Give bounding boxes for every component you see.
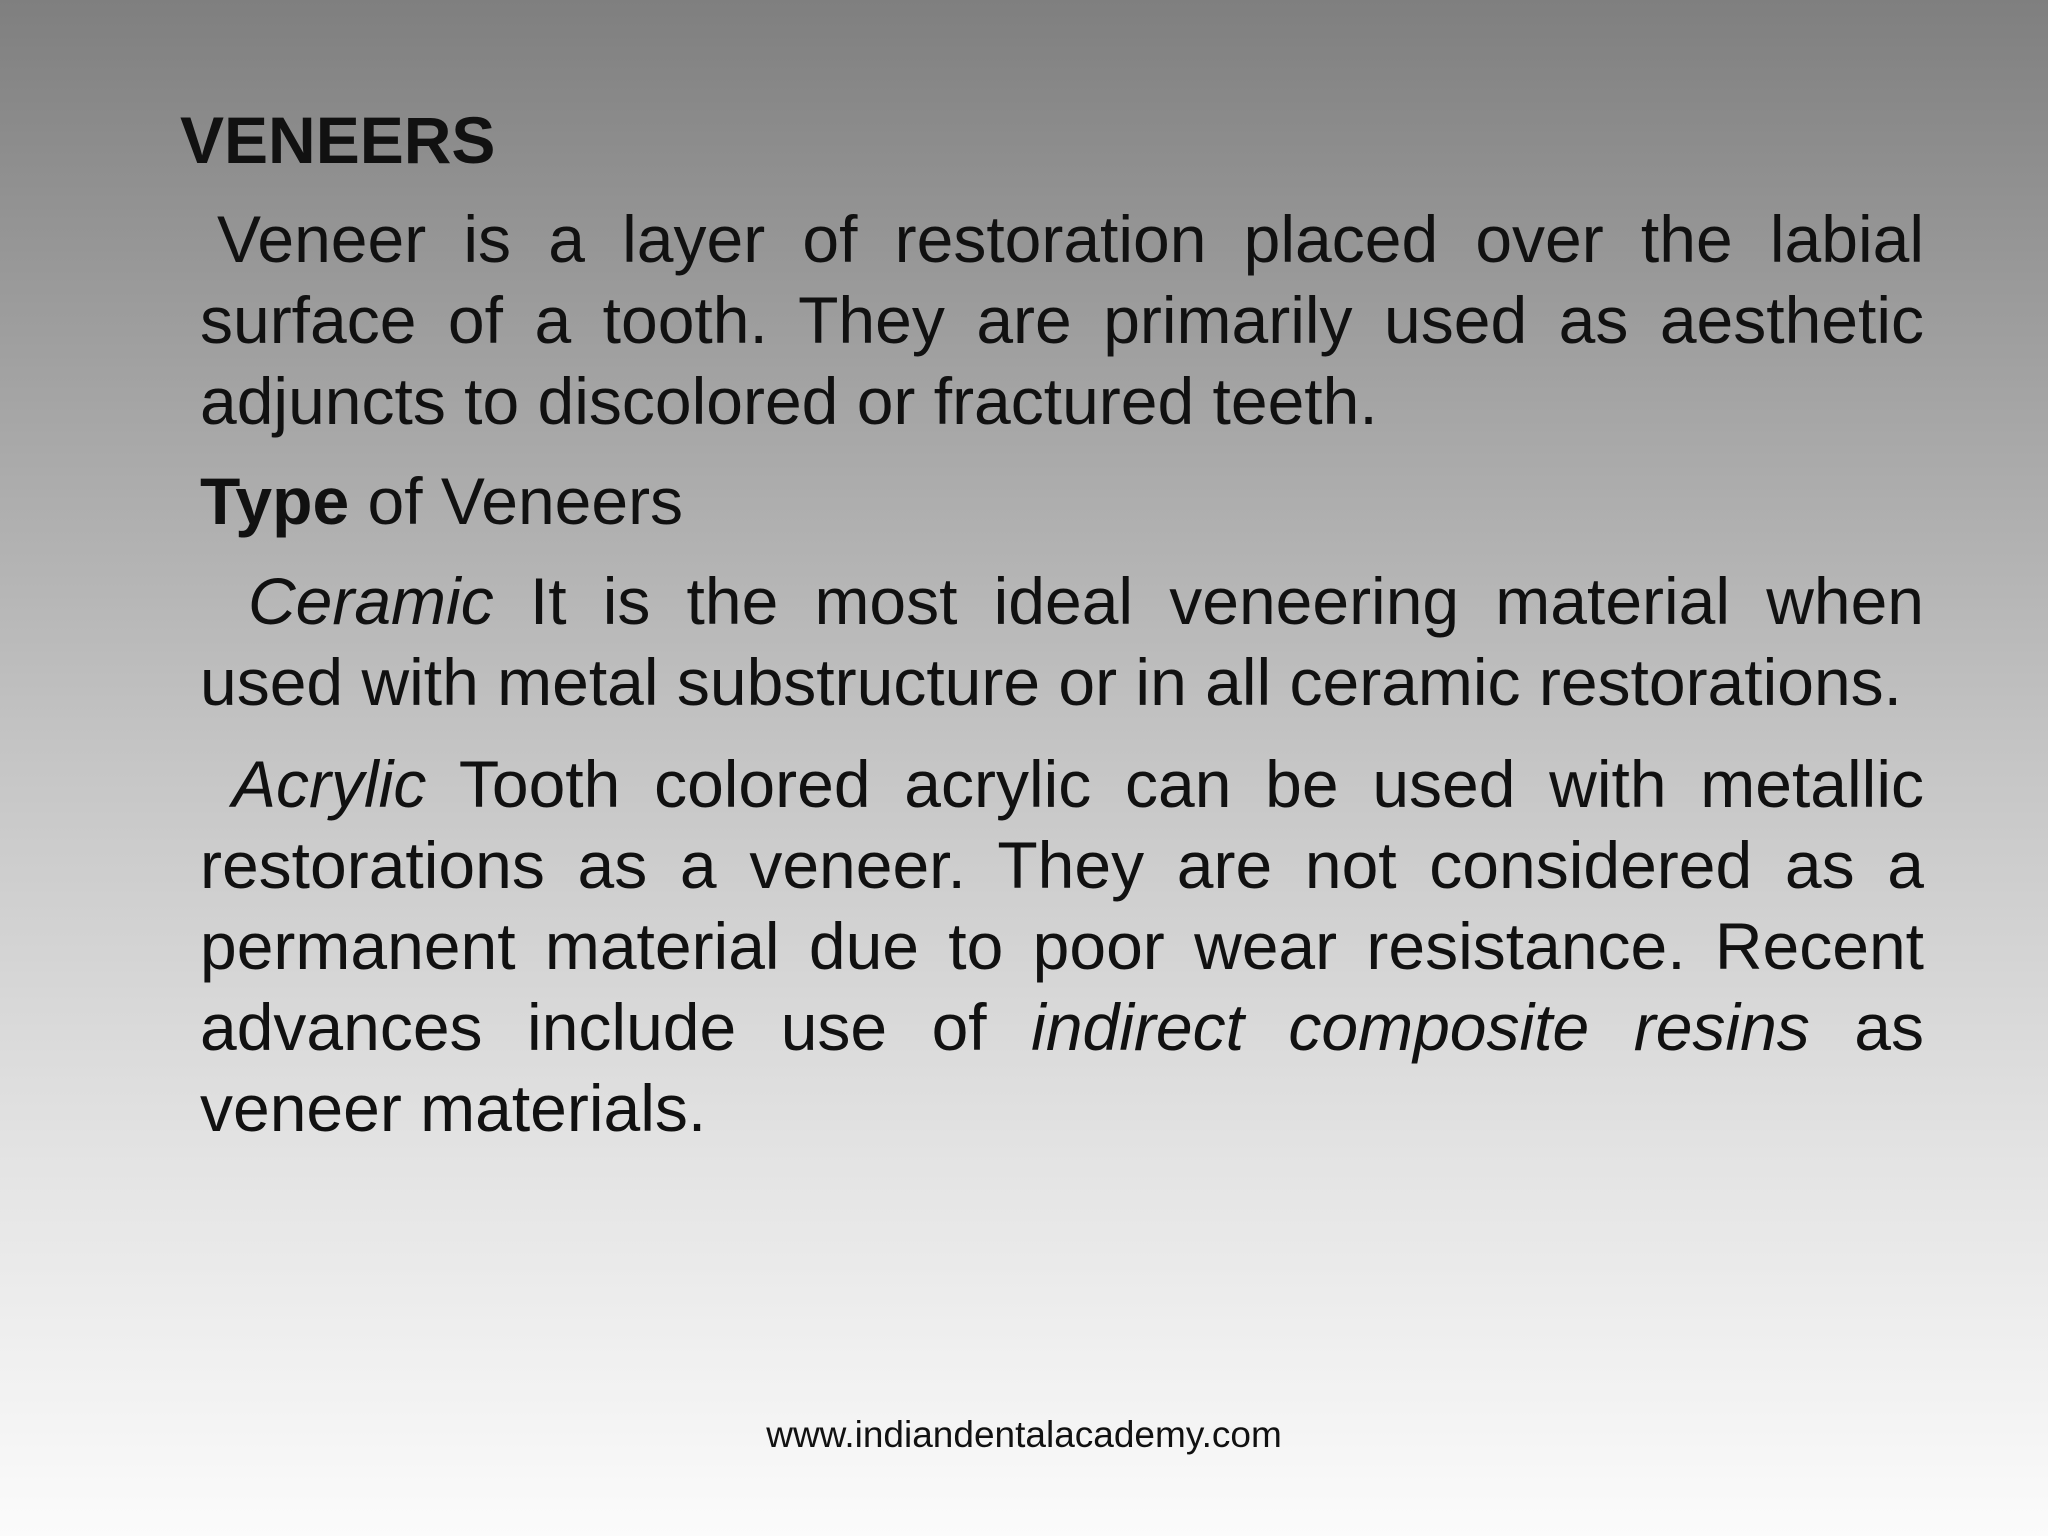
ceramic-paragraph	[200, 561, 1924, 723]
definition-text: Veneer is a layer of restoration placed over the labial surface of a tooth. They are primarily used as aesthetic adjuncts to discolored or fractured teeth.	[200, 202, 1924, 438]
types-heading	[200, 461, 1924, 542]
acrylic-paragraph	[200, 744, 1924, 1149]
acrylic-text-after: as veneer materials.	[200, 990, 1924, 1145]
types-heading-bold: Type	[200, 464, 350, 538]
acrylic-term: Acrylic	[232, 747, 427, 821]
footer-url: www.indiandentalacademy.com	[766, 1414, 1282, 1455]
definition-paragraph	[200, 199, 1924, 442]
acrylic-text-before: Tooth colored acrylic can be used with metallic restorations as a veneer. They are not considered as a permanent material due to poor wear resistance. Recent advances include use of	[200, 747, 1924, 1064]
types-heading-rest: of Veneers	[349, 464, 684, 538]
acrylic-emphasis: indirect composite resins	[1031, 990, 1810, 1064]
slide-body	[200, 199, 1924, 1149]
ceramic-term: Ceramic	[248, 564, 494, 638]
ceramic-text: It is the most ideal veneering material when used with metal substructure or in all ceramic restorations.	[200, 564, 1924, 719]
slide-title: VENEERS	[180, 103, 496, 177]
